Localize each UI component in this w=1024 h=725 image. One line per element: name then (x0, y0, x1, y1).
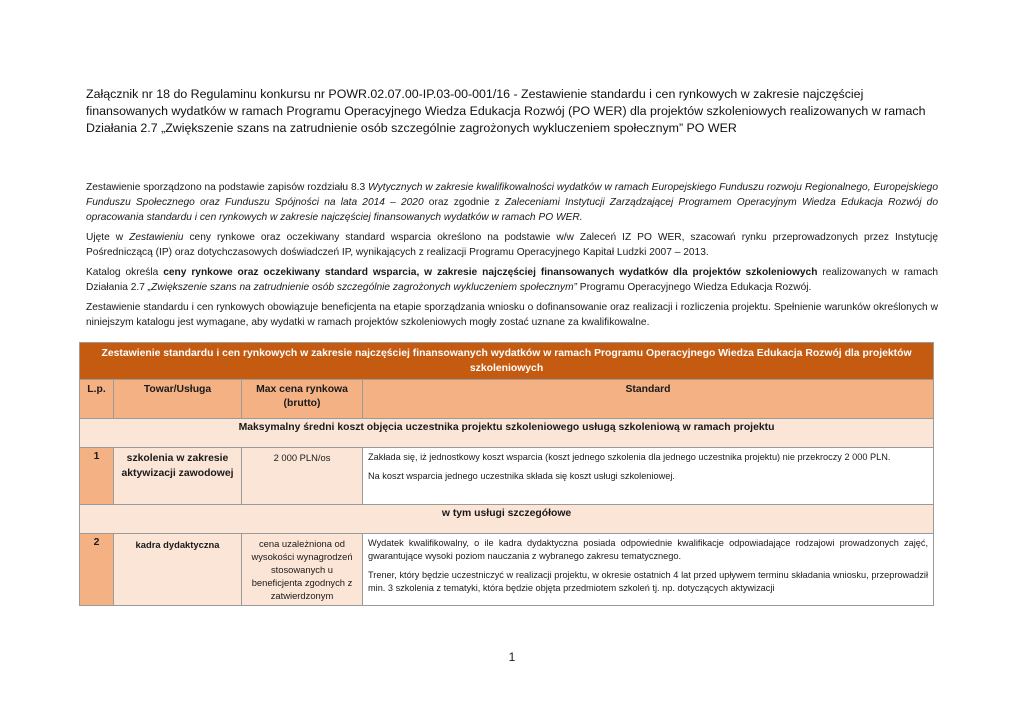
table-header-row (80, 380, 934, 419)
table-title: Zestawienie standardu i cen rynkowych w zakresie najczęściej finansowanych wydatków w ramach Programu Operacyjnego Wiedza Edukacja Rozwój dla projektów szkoleniowych (80, 343, 934, 380)
row-number: 2 (80, 534, 114, 606)
table-title-row (80, 343, 934, 380)
row-price: 2 000 PLN/os (242, 448, 363, 505)
paragraph-obligation: Zestawienie standardu i cen rynkowych obowiązuje beneficjenta na etapie sporządzania wniosku o dofinansowanie oraz realizacji i rozliczenia projektu. Spełnienie warunków określonych w niniejszym katalogu jest wymagane, aby wydatki w ramach projektów szkoleniowych mogły zostać uznane za kwalifikowalne. (86, 302, 938, 328)
table-row (80, 534, 934, 606)
row-standard: Zakłada się, iż jednostkowy koszt wsparcia (koszt jednego szkolenia dla jednego uczestnika projektu) nie przekroczy 2 000 PLN. Na koszt wsparcia jednego uczestnika składa się koszt usługi szkoleniowej. (363, 448, 934, 505)
column-towar: Towar/Usługa (114, 380, 242, 419)
row-standard: Wydatek kwalifikowalny, o ile kadra dydaktyczna posiada odpowiednie kwalifikacje odpowiadające rodzajowi prowadzonych zajęć, gwarantujące wysoki poziom nauczania z wybranego zakresu tematycznego. Trener, który będzie uczestniczyć w realizacji projektu, w okresie ostatnich 4 lat przed upływem terminu składania wniosku, przeprowadził min. 3 szkolenia z tematyki, która będzie objęta przedmiotem szkoleń tj. np. dotyczących aktywizacji (363, 534, 934, 606)
document-title: Załącznik nr 18 do Regulaminu konkursu nr POWR.02.07.00-IP.03-00-001/16 - Zestawienie standardu i cen rynkowych w zakresie najczęściej finansowanych wydatków w ramach Programu Operacyjnego Wiedza Edukacja Rozwój (PO WER) dla projektów szkoleniowych realizowanych w ramach Działania 2.7 „Zwiększenie szans na zatrudnienie osób szczególnie zagrożonych wykluczeniem społecznym” PO WER (86, 87, 926, 135)
standards-table (79, 342, 934, 606)
section-row (80, 419, 934, 448)
row-price: cena uzależniona od wysokości wynagrodzeń stosowanych u beneficjenta zgodnych z zatwierdzonym (242, 534, 363, 606)
row-item: kadra dydaktyczna (114, 534, 242, 606)
paragraph-basis: Zestawienie sporządzono na podstawie zapisów rozdziału 8.3 Wytycznych w zakresie kwalifikowalności wydatków w ramach Europejskiego Funduszu rozwoju Regionalnego, Europejskiego Funduszu Społecznego oraz Funduszu Spójności na lata 2014 – 2020 oraz zgodnie z Zaleceniami Instytucji Zarządzającej Programem Operacyjnym Wiedza Edukacja Rozwój do opracowania standardu i cen rynkowych w zakresie najczęściej finansowanych wydatków w ramach PO WER. (86, 182, 939, 223)
intro-paragraphs (86, 180, 938, 335)
section-title: Maksymalny średni koszt objęcia uczestnika projektu szkoleniowego usługą szkoleniową w ramach projektu (80, 419, 934, 448)
column-cena: Max cena rynkowa (brutto) (242, 380, 363, 419)
column-standard: Standard (363, 380, 934, 419)
page-number: 1 (508, 650, 516, 664)
row-item: szkolenia w zakresie aktywizacji zawodowej (114, 448, 242, 505)
section-row (80, 505, 934, 534)
paragraph-catalog: Katalog określa ceny rynkowe oraz oczekiwany standard wsparcia, w zakresie najczęściej finansowanych wydatków dla projektów szkoleniowych realizowanych w ramach Działania 2.7 „Zwiększenie szans na zatrudnienie osób szczególnie zagrożonych wykluczeniem społecznym” Programu Operacyjnego Wiedza Edukacja Rozwój. (86, 267, 938, 293)
table-row (80, 448, 934, 505)
row-number: 1 (80, 448, 114, 505)
section-title: w tym usługi szczegółowe (80, 505, 934, 534)
paragraph-prices: Ujęte w Zestawieniu ceny rynkowe oraz oczekiwany standard wsparcia określono na podstawie w/w Zaleceń IZ PO WER, szacowań rynku przeprowadzonych przez Instytucję Pośredniczącą (IP) oraz dotychczasowych doświadczeń IP, wynikających z realizacji Programu Operacyjnego Kapitał Ludzki 2007 – 2013. (86, 232, 938, 258)
column-lp: L.p. (80, 380, 114, 419)
